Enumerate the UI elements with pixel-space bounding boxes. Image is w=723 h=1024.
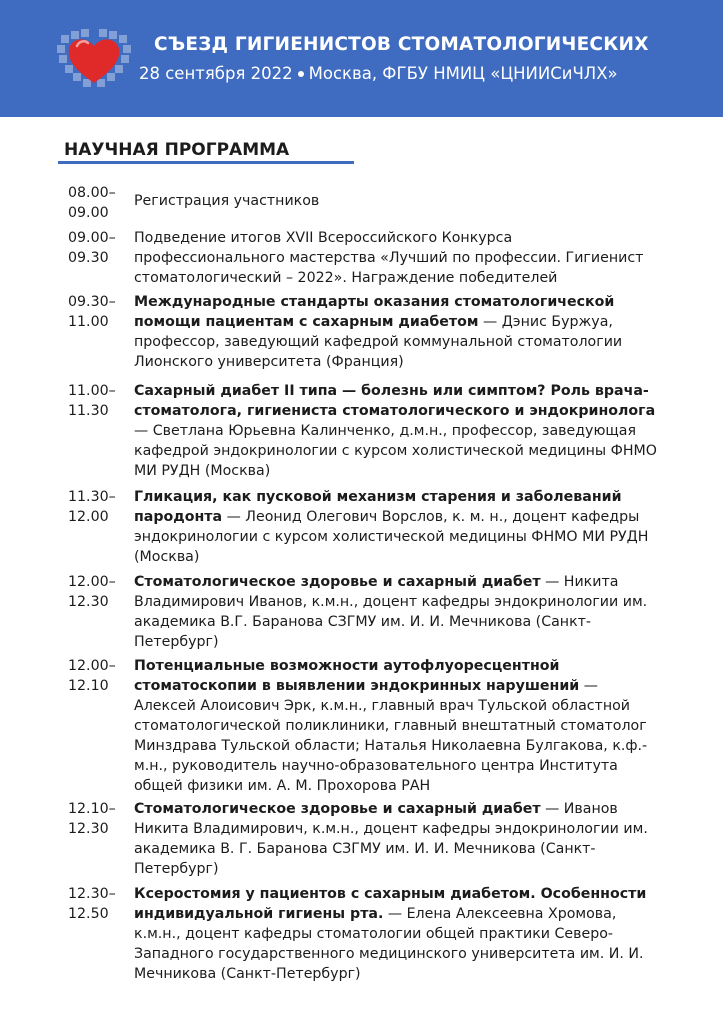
time-start: 11.00–: [68, 383, 116, 399]
talk-title: Потенциальные возможности аутофлуоресцентной стоматоскопии в выявлении эндокринных нарушений: [134, 658, 580, 694]
bullet-dot-icon: [298, 71, 304, 77]
talk-details: — Иванов Никита Владимирович, к.м.н., доцент кафедры эндокринологии им. академика В. Г. Баранова СЗГМУ им. И. И. Мечникова (Санкт-Петербург): [134, 801, 648, 877]
time-slot: [68, 381, 128, 421]
talk-details: Подведение итогов XVII Всероссийского Конкурса профессионального мастерства «Лучший по профессии. Гигиенист стоматологический – 2022». Награждение победителей: [134, 230, 644, 286]
program-description: [134, 572, 664, 652]
time-end: 12.10: [68, 678, 109, 694]
time-slot: [68, 292, 128, 332]
event-date: 28 сентября 2022: [139, 64, 293, 83]
time-end: 09.00: [68, 205, 109, 221]
time-start: 09.30–: [68, 294, 116, 310]
time-start: 11.30–: [68, 489, 116, 505]
talk-details: Регистрация участников: [134, 193, 320, 209]
time-slot: [68, 884, 128, 924]
talk-details: — Дэнис Буржуа, профессор, заведующий кафедрой коммунальной стоматологии Лионского университета (Франция): [134, 314, 623, 370]
time-end: 11.00: [68, 314, 109, 330]
time-end: 12.30: [68, 594, 109, 610]
program-description: [134, 656, 664, 796]
time-start: 08.00–: [68, 185, 116, 201]
talk-details: — Алексей Алоисович Эрк, к.м.н., главный врач Тульской областной стоматологической поликлиники, главный внештатный стоматолог Минздрава Тульской области; Наталья Николаевна Булгакова, к.ф.-м.н., руководитель научно-образовательного центра Института общей физики им. А. М. Прохорова РАН: [134, 678, 648, 794]
talk-details: — Леонид Олегович Ворслов, к. м. н., доцент кафедры эндокринологии с курсом холистической медицины ФНМО МИ РУДН (Москва): [134, 509, 649, 565]
time-end: 12.50: [68, 906, 109, 922]
time-end: 11.30: [68, 403, 109, 419]
talk-details: — Светлана Юрьевна Калинченко, д.м.н., профессор, заведующая кафедрой эндокринологии с курсом холистической медицины ФНМО МИ РУДН (Москва): [134, 423, 657, 479]
section-title: НАУЧНАЯ ПРОГРАММА: [64, 140, 290, 160]
talk-title: Гликация, как пусковой механизм старения и заболеваний пародонта: [134, 489, 622, 525]
time-slot: [68, 656, 128, 696]
talk-title: Ксеростомия у пациентов с сахарным диабетом. Особенности индивидуальной гигиены рта.: [134, 886, 647, 922]
time-start: 12.10–: [68, 801, 116, 817]
talk-title: Стоматологическое здоровье и сахарный диабет: [134, 574, 541, 590]
time-slot: [68, 799, 128, 839]
event-location: Москва, ФГБУ НМИЦ «ЦНИИСиЧЛХ»: [308, 64, 618, 83]
program-description: [134, 292, 664, 372]
event-subtitle: [139, 64, 618, 83]
time-end: 12.00: [68, 509, 109, 525]
time-start: 12.30–: [68, 886, 116, 902]
header-banner: [0, 0, 723, 117]
program-description: [134, 799, 664, 879]
talk-details: — Елена Алексеевна Хромова, к.м.н., доцент кафедры стоматологии общей практики Северо-Западного государственного медицинского университета им. И. И. Мечникова (Санкт-Петербург): [134, 906, 644, 982]
time-end: 09.30: [68, 250, 109, 266]
event-title: СЪЕЗД ГИГИЕНИСТОВ СТОМАТОЛОГИЧЕСКИХ: [154, 34, 649, 55]
talk-details: — Никита Владимирович Иванов, к.м.н., доцент кафедры эндокринологии им. академика В.Г. Баранова СЗГМУ им. И. И. Мечникова (Санкт-Петербург): [134, 574, 648, 650]
program-description: [134, 191, 664, 211]
time-slot: [68, 183, 128, 223]
talk-title: Международные стандарты оказания стоматологической помощи пациентам с сахарным диабетом: [134, 294, 615, 330]
section-underline: [58, 161, 354, 164]
time-slot: [68, 572, 128, 612]
time-start: 09.00–: [68, 230, 116, 246]
time-slot: [68, 228, 128, 268]
time-slot: [68, 487, 128, 527]
talk-title: Сахарный диабет II типа — болезнь или симптом? Роль врача-стоматолога, гигиениста стоматологического и эндокринолога: [134, 383, 656, 419]
program-description: [134, 487, 664, 567]
program-description: [134, 884, 664, 984]
time-start: 12.00–: [68, 574, 116, 590]
pixel-heart-icon: [57, 29, 131, 89]
program-description: [134, 381, 664, 481]
time-start: 12.00–: [68, 658, 116, 674]
program-description: [134, 228, 664, 288]
time-end: 12.30: [68, 821, 109, 837]
talk-title: Стоматологическое здоровье и сахарный диабет: [134, 801, 541, 817]
